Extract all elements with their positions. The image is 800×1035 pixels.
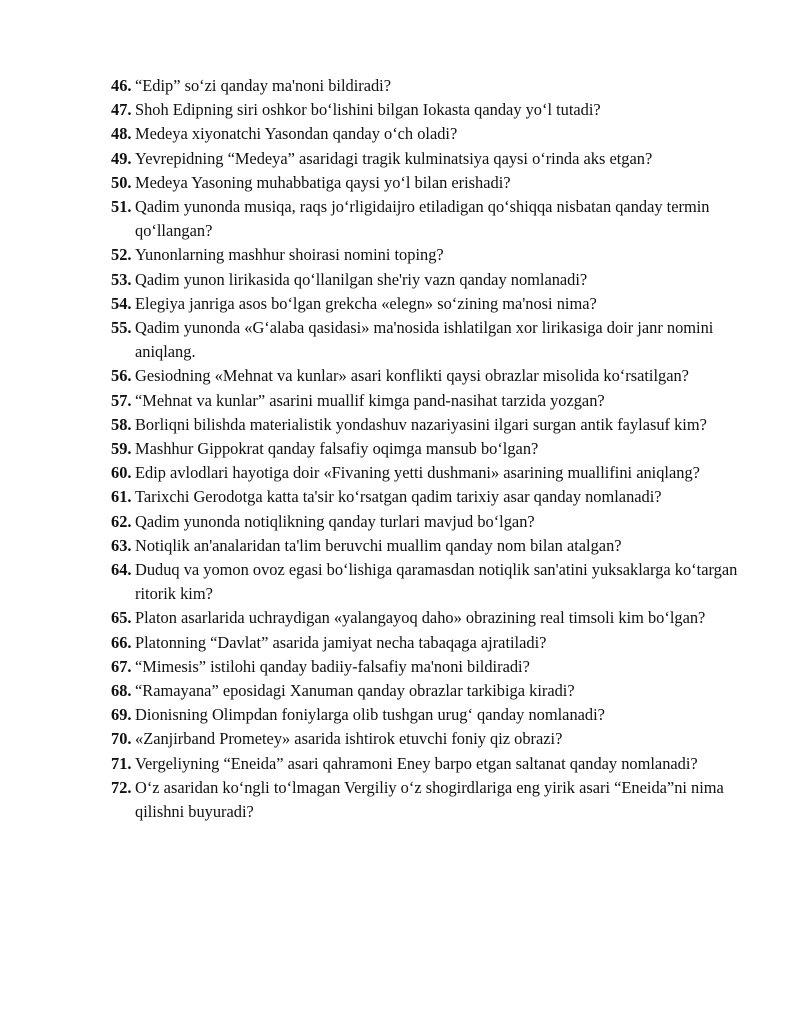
question-text: Gesiodning «Mehnat va kunlar» asari konflikti qaysi obrazlar misolida ko‘rsatilgan? bbox=[135, 366, 689, 386]
question-number: 53. bbox=[111, 269, 132, 289]
question-number: 72. bbox=[111, 777, 132, 797]
question-text: “Mimesis” istilohi qanday badiiy-falsafiy ma'noni bildiradi? bbox=[135, 656, 530, 676]
question-text: “Ramayana” eposidagi Xanuman qanday obrazlar tarkibiga kiradi? bbox=[135, 681, 575, 701]
question-text: Mashhur Gippokrat qanday falsafiy oqimga mansub bo‘lgan? bbox=[135, 439, 539, 459]
question-number: 51. bbox=[111, 197, 132, 217]
question-text: Elegiya janriga asos bo‘lgan grekcha «elegn» so‘zining ma'nosi nima? bbox=[135, 293, 597, 313]
question-list bbox=[111, 74, 751, 824]
question-item bbox=[111, 437, 751, 461]
question-number: 66. bbox=[111, 632, 132, 652]
question-text: Yunonlarning mashhur shoirasi nomini toping? bbox=[135, 245, 444, 265]
question-number: 57. bbox=[111, 390, 132, 410]
question-number: 63. bbox=[111, 535, 132, 555]
question-item bbox=[111, 389, 751, 413]
question-item bbox=[111, 510, 751, 534]
question-item bbox=[111, 98, 751, 122]
question-text: Medeya xiyonatchi Yasondan qanday o‘ch oladi? bbox=[135, 124, 458, 144]
question-item bbox=[111, 147, 751, 171]
question-item bbox=[111, 316, 751, 364]
question-text: Platon asarlarida uchraydigan «yalangayoq daho» obrazining real timsoli kim bo‘lgan? bbox=[135, 608, 706, 628]
question-text: Qadim yunonda musiqa, raqs jo‘rligidaijro etiladigan qo‘shiqqa nisbatan qanday termin qo‘llangan? bbox=[135, 197, 710, 241]
question-item bbox=[111, 485, 751, 509]
question-number: 55. bbox=[111, 318, 132, 338]
question-text: Duduq va yomon ovoz egasi bo‘lishiga qaramasdan notiqlik san'atini yuksaklarga ko‘targan ritorik kim? bbox=[135, 560, 738, 604]
question-number: 56. bbox=[111, 366, 132, 386]
question-number: 65. bbox=[111, 608, 132, 628]
question-number: 68. bbox=[111, 681, 132, 701]
question-item bbox=[111, 268, 751, 292]
question-item bbox=[111, 776, 751, 824]
question-item bbox=[111, 74, 751, 98]
question-text: Shoh Edipning siri oshkor bo‘lishini bilgan Iokasta qanday yo‘l tutadi? bbox=[135, 100, 601, 120]
question-item bbox=[111, 171, 751, 195]
question-number: 60. bbox=[111, 463, 132, 483]
question-text: Medeya Yasoning muhabbatiga qaysi yo‘l bilan erishadi? bbox=[135, 172, 511, 192]
question-item bbox=[111, 122, 751, 146]
question-text: Borliqni bilishda materialistik yondashuv nazariyasini ilgari surgan antik faylasuf kim? bbox=[135, 414, 707, 434]
question-item bbox=[111, 195, 751, 243]
question-item bbox=[111, 364, 751, 388]
question-number: 71. bbox=[111, 753, 132, 773]
question-text: «Zanjirband Prometey» asarida ishtirok etuvchi foniy qiz obrazi? bbox=[135, 729, 563, 749]
question-number: 52. bbox=[111, 245, 132, 265]
question-item bbox=[111, 558, 751, 606]
question-text: Yevrepidning “Medeya” asaridagi tragik kulminatsiya qaysi o‘rinda aks etgan? bbox=[135, 148, 653, 168]
question-text: Vergeliyning “Eneida” asari qahramoni Eney barpo etgan saltanat qanday nomlanadi? bbox=[135, 753, 698, 773]
question-number: 61. bbox=[111, 487, 132, 507]
question-number: 54. bbox=[111, 293, 132, 313]
question-text: Qadim yunonda «G‘alaba qasidasi» ma'nosida ishlatilgan xor lirikasiga doir janr nomini aniqlang. bbox=[135, 318, 714, 362]
question-item bbox=[111, 703, 751, 727]
question-number: 67. bbox=[111, 656, 132, 676]
question-item bbox=[111, 461, 751, 485]
question-text: O‘z asaridan ko‘ngli to‘lmagan Vergiliy o‘z shogirdlariga eng yirik asari “Eneida”ni nima qilishni buyuradi? bbox=[135, 777, 724, 822]
question-number: 69. bbox=[111, 705, 132, 725]
question-item bbox=[111, 727, 751, 751]
question-number: 46. bbox=[111, 76, 132, 95]
question-item bbox=[111, 752, 751, 776]
question-text: Platonning “Davlat” asarida jamiyat necha tabaqaga ajratiladi? bbox=[135, 632, 547, 652]
question-number: 49. bbox=[111, 148, 132, 168]
question-text: Dionisning Olimpdan foniylarga olib tushgan urug‘ qanday nomlanadi? bbox=[135, 705, 605, 725]
question-text: Qadim yunon lirikasida qo‘llanilgan she'riy vazn qanday nomlanadi? bbox=[135, 269, 588, 289]
question-item bbox=[111, 413, 751, 437]
question-item bbox=[111, 606, 751, 630]
question-number: 47. bbox=[111, 100, 132, 120]
question-text: Tarixchi Gerodotga katta ta'sir ko‘rsatgan qadim tarixiy asar qanday nomlanadi? bbox=[135, 487, 662, 507]
question-item bbox=[111, 292, 751, 316]
question-number: 70. bbox=[111, 729, 132, 749]
question-item bbox=[111, 534, 751, 558]
question-text: “Edip” so‘zi qanday ma'noni bildiradi? bbox=[135, 76, 392, 95]
question-number: 50. bbox=[111, 172, 132, 192]
question-number: 64. bbox=[111, 560, 132, 580]
question-number: 48. bbox=[111, 124, 132, 144]
question-number: 59. bbox=[111, 439, 132, 459]
question-item bbox=[111, 679, 751, 703]
question-number: 62. bbox=[111, 511, 132, 531]
question-number: 58. bbox=[111, 414, 132, 434]
question-text: Edip avlodlari hayotiga doir «Fivaning yetti dushmani» asarining muallifini aniqlang? bbox=[135, 463, 700, 483]
question-text: Qadim yunonda notiqlikning qanday turlari mavjud bo‘lgan? bbox=[135, 511, 535, 531]
question-text: Notiqlik an'analaridan ta'lim beruvchi muallim qanday nom bilan atalgan? bbox=[135, 535, 622, 555]
question-item bbox=[111, 655, 751, 679]
question-item bbox=[111, 631, 751, 655]
question-item bbox=[111, 243, 751, 267]
question-text: “Mehnat va kunlar” asarini muallif kimga pand-nasihat tarzida yozgan? bbox=[135, 390, 605, 410]
